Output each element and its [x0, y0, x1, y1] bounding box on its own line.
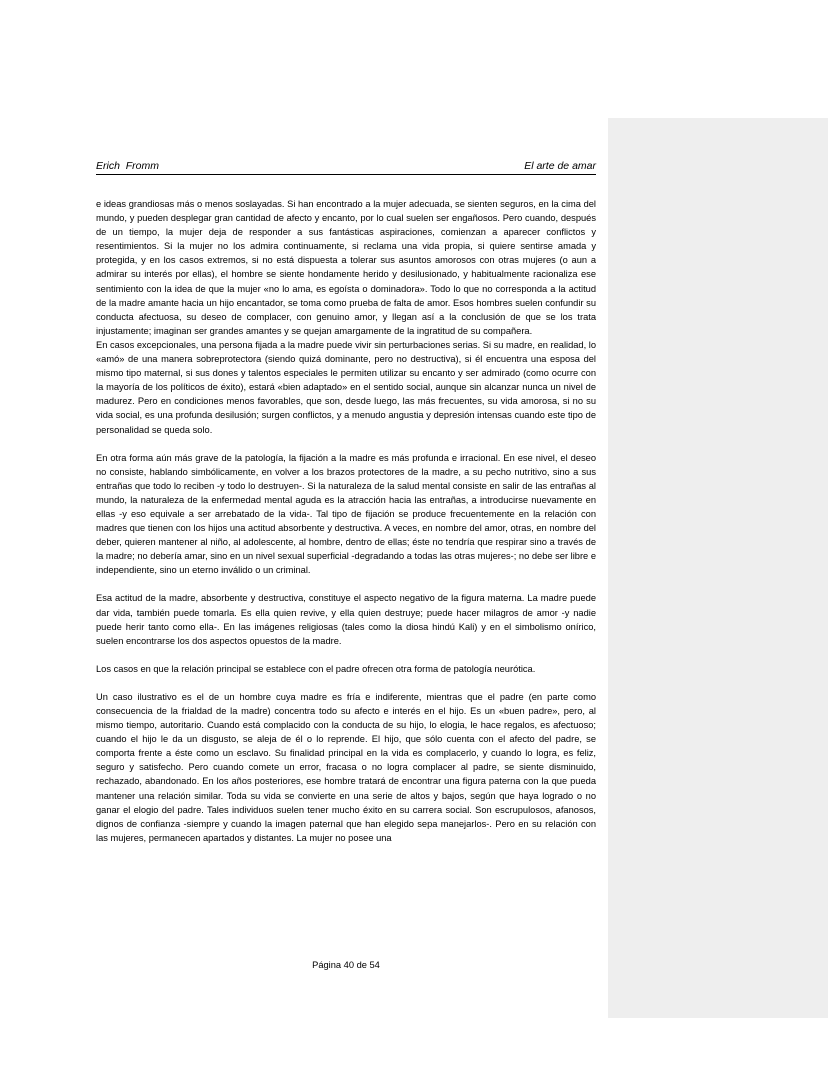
page-number-label: Página 40 de 54	[312, 960, 380, 970]
header-author: Erich Fromm	[96, 160, 159, 172]
paragraph: Un caso ilustrativo es el de un hombre cuya madre es fría e indiferente, mientras que el padre (en parte como consecuencia de la frialdad de la madre) concentra todo su afecto e interés en el hijo. Es un «buen padre», pero, al mismo tiempo, autoritario. Cuando está complacido con la conducta de su hijo, lo elogia, le hace regalos, es afectuoso; cuando el hijo le da un disgusto, se aleja de él o lo reprende. El hijo, que sólo cuenta con el afecto del padre, se comporta frente a éste como un esclavo. Su finalidad principal en la vida es complacerlo, y cuando lo logra, es feliz, seguro y satisfecho. Pero cuando comete un error, fracasa o no logra complacer al padre, se siente disminuido, rechazado, abandonado. En los años posteriores, ese hombre tratará de encontrar una figura paterna con la que pueda mantener una relación similar. Toda su vida se convierte en una serie de altos y bajos, según que haya logrado o no ganar el elogio del padre. Tales individuos suelen tener mucho éxito en su carrera social. Son escrupulosos, afanosos, dignos de confianza -siempre y cuando la imagen paternal que han elegido sepa manejarlos-. Pero en su relación con las mujeres, permanecen apartados y distantes. La mujer no posee una	[96, 691, 596, 843]
page-content	[96, 160, 596, 845]
page-footer	[96, 960, 596, 970]
paragraph: Esa actitud de la madre, absorbente y destructiva, constituye el aspecto negativo de la figura materna. La madre puede dar vida, también puede tomarla. Es ella quien revive, y ella quien destruye; puede hacer milagros de amor -y nadie puede herir tanto como ella-. En las imágenes religiosas (tales como la diosa hindú Kali) y en el simbolismo onírico, suelen encontrarse los dos aspectos opuestos de la madre.	[96, 593, 596, 646]
page-header	[96, 160, 596, 175]
paragraph: En casos excepcionales, una persona fijada a la madre puede vivir sin perturbaciones serias. Si su madre, en realidad, lo «amó» de una manera sobreprotectora (siendo quizá dominante, pero no destructiva), si él encuentra una esposa del mismo tipo maternal, si sus dones y talentos especiales le permiten utilizar su encanto y ser admirado (como ocurre con la mayoría de los políticos de éxito), estará «bien adaptado» en el sentido social, aunque sin alcanzar nunca un nivel de madurez. Pero en condiciones menos favorables, que son, desde luego, las más frecuentes, su vida amorosa, si no su vida social, es una profunda desilusión; surgen conflictos, y a menudo angustia y depresión intensas cuando este tipo de personalidad se queda solo.	[96, 339, 596, 435]
viewer-side-band	[608, 118, 828, 1018]
paragraph: e ideas grandiosas más o menos soslayadas. Si han encontrado a la mujer adecuada, se sienten seguros, en la cima del mundo, y pueden desplegar gran cantidad de afecto y encanto, por lo cual suelen ser engañosos. Pero cuando, después de un tiempo, la mujer deja de responder a sus fantásticas aspiraciones, comienzan a aparecer conflictos y resentimientos. Si la mujer no los admira continuamente, si reclama una vida propia, si quiere sentirse amada y protegida, y en los casos extremos, si no está dispuesta a tolerar sus asuntos amorosos con otras mujeres (o aun a admirar su interés por ellas), el hombre se siente hondamente herido y desilusionado, y habitualmente racionaliza ese sentimiento con la idea de que la mujer «no lo ama, es egoísta o dominadora». Todo lo que no corresponda a la actitud de la madre amante hacia un hijo encantador, se toma como prueba de falta de amor. Esos hombres suelen confundir su conducta afectuosa, su deseo de complacer, con genuino amor, y llegan así a la conclusión de que se los trata injustamente; imaginan ser grandes amantes y se quejan amargamente de la ingratitud de su compañera.	[96, 199, 596, 336]
paragraph: En otra forma aún más grave de la patología, la fijación a la madre es más profunda e irracional. En ese nivel, el deseo no consiste, hablando simbólicamente, en volver a los brazos protectores de la madre, a su pecho nutritivo, sino a sus entrañas que todo lo reciben -y todo lo destruyen-. Si la naturaleza de la salud mental consiste en salir de las entrañas al mundo, la naturaleza de la enfermedad mental aguda es la atracción hacia las entrañas, a introducirse nuevamente en ellas -y eso equivale a ser arrebatado de la vida-. Tal tipo de fijación se produce frecuentemente en la relación con madres que tienen con los hijos una actitud absorbente y destructiva. A veces, en nombre del amor, otras, en nombre del deber, quieren mantener al niño, al adolescente, al hombre, dentro de ellas; éste no tendría que respirar sino a través de la madre; no debería amar, sino en un nivel sexual superficial -degradando a todas las otras mujeres-; no debe ser libre e independiente, sino un eterno inválido o un criminal.	[96, 452, 596, 576]
paragraph: Los casos en que la relación principal se establece con el padre ofrecen otra forma de patología neurótica.	[96, 663, 536, 674]
header-title: El arte de amar	[524, 160, 596, 172]
